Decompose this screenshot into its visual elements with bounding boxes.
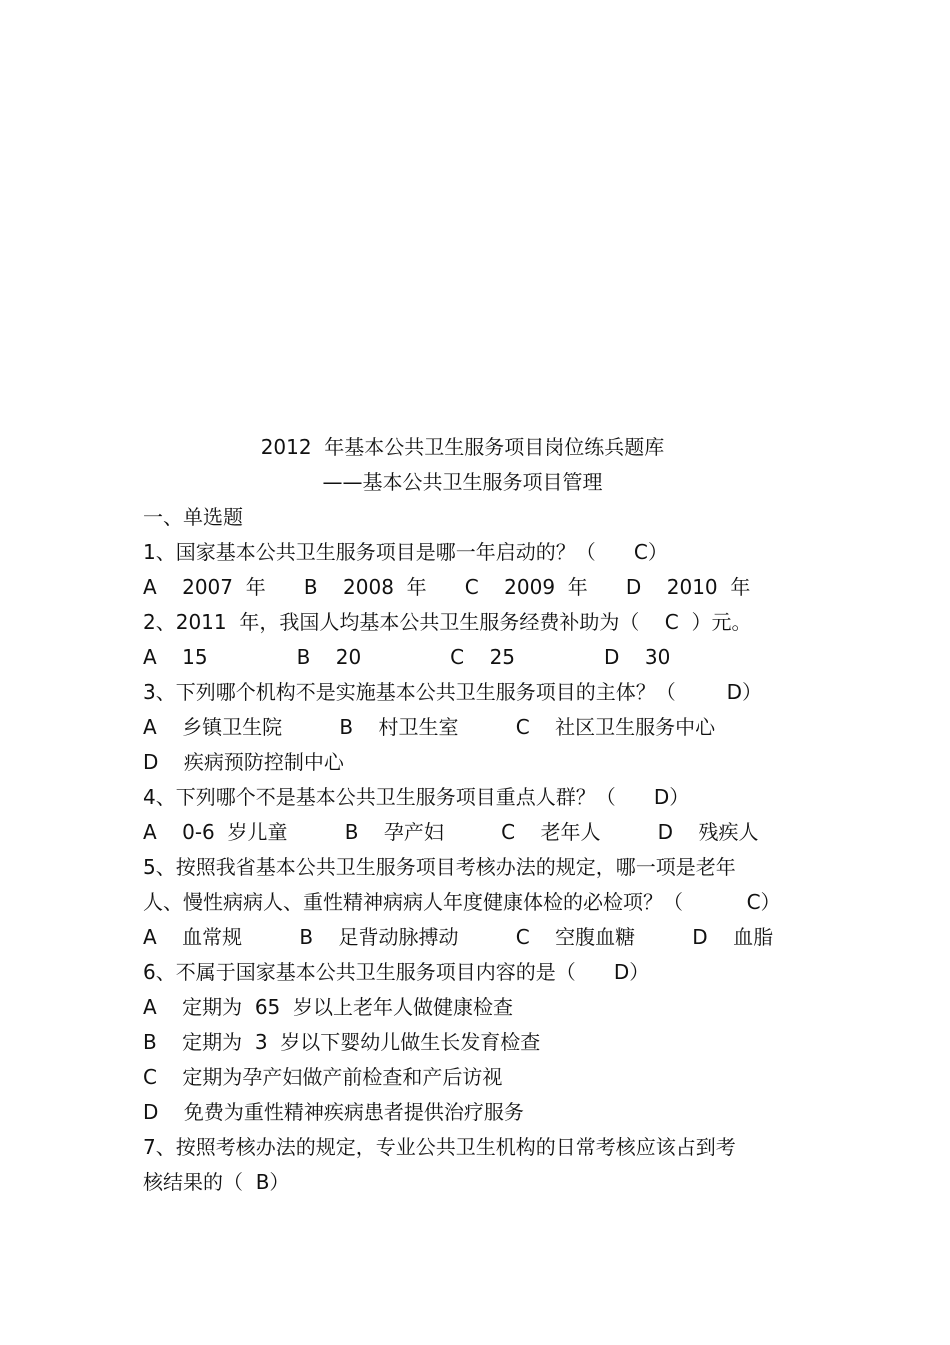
question-5-line-2: 人、慢性病病人、重性精神病病人年度健康体检的必检项？（ C） [143,890,781,914]
question-3: 3、下列哪个机构不是实施基本公共卫生服务项目的主体？（ D） [143,680,762,704]
question-4-options: A 0-6 岁儿童 B 孕产妇 C 老年人 D 残疾人 [143,820,759,844]
question-7-line-2: 核结果的（ B） [143,1170,290,1194]
question-2-options: A 15 B 20 C 25 D 30 [143,645,671,669]
question-5-options: A 血常规 B 足背动脉搏动 C 空腹血糖 D 血脂 [143,925,774,949]
question-6-option-a: A 定期为 65 岁以上老年人做健康检查 [143,995,513,1019]
question-6: 6、不属于国家基本公共卫生服务项目内容的是（ D） [143,960,650,984]
question-6-option-d: D 免费为重性精神疾病患者提供治疗服务 [143,1100,524,1124]
document-subtitle: ——基本公共卫生服务项目管理 [322,470,603,494]
question-3-options: A 乡镇卫生院 B 村卫生室 C 社区卫生服务中心 [143,715,716,739]
question-4: 4、下列哪个不是基本公共卫生服务项目重点人群？（ D） [143,785,690,809]
question-1: 1、国家基本公共卫生服务项目是哪一年启动的？（ C） [143,540,668,564]
question-1-options: A 2007 年 B 2008 年 C 2009 年 D 2010 年 [143,575,751,599]
question-6-option-c: C 定期为孕产妇做产前检查和产后访视 [143,1065,503,1089]
question-6-option-b: B 定期为 3 岁以下婴幼儿做生长发育检查 [143,1030,541,1054]
question-3-option-d: D 疾病预防控制中心 [143,750,344,774]
section-heading: 一、单选题 [143,505,243,529]
document-title: 2012 年基本公共卫生服务项目岗位练兵题库 [260,435,665,459]
question-2: 2、2011 年，我国人均基本公共卫生服务经费补助为（ C ）元。 [143,610,752,634]
question-7-line-1: 7、按照考核办法的规定，专业公共卫生机构的日常考核应该占到考 [143,1135,736,1159]
question-5-line-1: 5、按照我省基本公共卫生服务项目考核办法的规定，哪一项是老年 [143,855,736,879]
